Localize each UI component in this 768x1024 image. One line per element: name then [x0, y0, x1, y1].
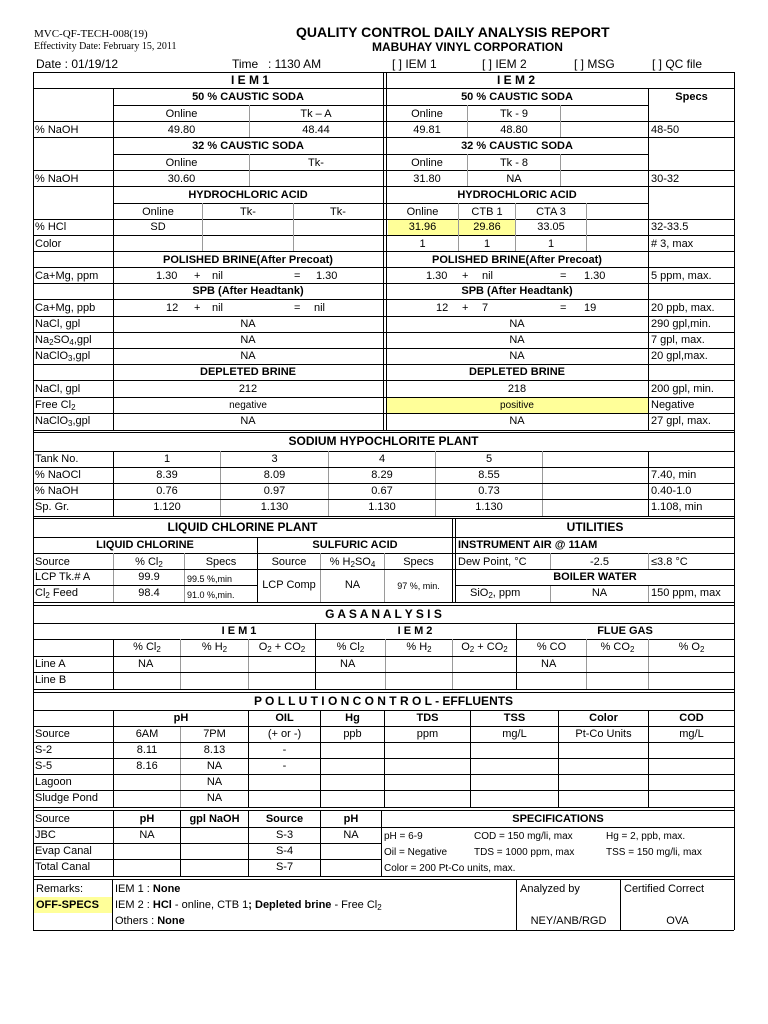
row-dep-naclo3-label: NaClO$_3$,gpl	[35, 415, 91, 428]
company-name: MABUHAY VINYL CORPORATION	[372, 40, 563, 54]
col-online: Online	[411, 108, 443, 120]
spec-cell: 5 ppm, max.	[651, 270, 712, 282]
sio2-label: SiO$_2$, ppm	[470, 587, 521, 600]
cell: negative	[229, 400, 267, 411]
cell: =	[294, 270, 301, 282]
cell: 48.80	[500, 124, 528, 136]
cell: 30.60	[167, 173, 196, 185]
cell: 1.30	[156, 270, 178, 282]
caustic50-label-iem1: 50 % CAUSTIC SODA	[192, 91, 304, 103]
col-source: Source	[35, 556, 70, 568]
col-tk8: Tk - 8	[499, 157, 529, 169]
cell: NA	[344, 579, 361, 591]
analyst-initials: NEY/ANB/RGD	[530, 915, 607, 927]
cell: 6AM	[135, 728, 159, 740]
cell: nil	[212, 270, 224, 282]
time-value: : 1130 AM	[268, 57, 322, 71]
cell: NA	[591, 587, 608, 599]
col-cl2: % $Cl_2$	[336, 641, 365, 654]
head-tds: TDS	[416, 712, 439, 724]
col-o2-co2: $O_2 + CO_2$	[461, 641, 508, 654]
spb-iem2: SPB (After Headtank)	[461, 285, 573, 297]
cell: NA	[509, 350, 525, 362]
cell: 4	[378, 453, 386, 465]
cell: nil	[482, 270, 494, 282]
cell: 8.39	[156, 469, 178, 481]
cell: NA	[509, 415, 525, 427]
utilities-title: UTILITIES	[566, 520, 624, 534]
canal-col-gpl-naoh: gpl NaOH	[189, 813, 240, 825]
col-online: Online	[142, 206, 174, 218]
row-dep-nacl-label: NaCl, gpl	[35, 383, 81, 395]
certified-correct-label: Certified Correct	[624, 883, 705, 895]
specs-heading: Specs	[675, 91, 708, 103]
col-cta3: CTA 3	[536, 206, 566, 218]
cell: 31.80	[413, 173, 441, 185]
row-camg-ppb-label: Ca+Mg, ppb	[35, 302, 96, 314]
checkbox-qc-file[interactable]: [ ] QC file	[652, 57, 703, 71]
spec-tds: TDS = 1000 ppm, max	[474, 847, 575, 858]
row-source-label: Source	[35, 728, 70, 740]
report-title: QUALITY CONTROL DAILY ANALYSIS REPORT	[296, 24, 610, 40]
dew-point-label: Dew Point, °C	[458, 556, 527, 568]
col-tk: Tk-	[330, 206, 346, 218]
cell: NA	[340, 658, 356, 670]
cell: 1	[419, 238, 426, 250]
liquid-chlorine-heading: LIQUID CHLORINE	[96, 539, 194, 551]
spec-cell: 27 gpl, max.	[651, 415, 711, 427]
caustic32-label-iem1: 32 % CAUSTIC SODA	[192, 140, 304, 152]
row-color-label: Color	[35, 238, 62, 250]
col-tk: Tk-	[240, 206, 256, 218]
cell: +	[194, 270, 201, 282]
cell: 1.30	[316, 270, 338, 282]
row-lineb-label: Line B	[35, 674, 67, 686]
spec-cell: 32-33.5	[651, 221, 689, 233]
cell: NA	[240, 334, 256, 346]
flue-gas-heading: FLUE GAS	[597, 625, 653, 637]
sulfuric-acid-heading: SULFURIC ACID	[312, 539, 398, 551]
row-nacl-label: NaCl, gpl	[35, 318, 81, 330]
row-lcp-label: LCP Tk.# A	[35, 571, 91, 583]
row-linea-label: Line A	[35, 658, 66, 670]
row-na2so4-label: $Na_2SO_4,gpl$	[35, 334, 92, 347]
cell: 5	[485, 453, 493, 465]
cell: NA	[206, 792, 223, 804]
canal-col-source: Source	[35, 813, 70, 825]
cell: 1	[547, 238, 555, 250]
cell: +	[462, 270, 469, 282]
spec-cell: 99.5 %,min	[187, 574, 233, 584]
cell: 212	[238, 383, 258, 395]
caustic32-label-iem2: 32 % CAUSTIC SODA	[461, 140, 573, 152]
cell: NA	[541, 658, 557, 670]
col-online: Online	[406, 206, 439, 218]
lcp-comp-label: LCP Comp	[262, 579, 316, 591]
spec-cell: 7 gpl, max.	[651, 334, 705, 346]
cell: SD	[150, 221, 166, 233]
cell: 99.9	[138, 571, 160, 583]
remark-iem1: IEM 1 : None	[115, 883, 181, 895]
iem2-heading: I E M 2	[496, 73, 535, 87]
hcl-label-iem1: HYDROCHLORIC ACID	[188, 189, 308, 201]
col-o2-co2: $O_2 + CO_2$	[258, 641, 306, 654]
cell: 0.73	[478, 485, 500, 497]
row-s5-label: S-5	[35, 760, 53, 772]
spec-cell: 20 gpl,max.	[651, 350, 708, 362]
cell: NA	[509, 318, 525, 330]
remarks-label: Remarks:	[36, 883, 84, 895]
cell: NA	[240, 350, 256, 362]
head-hg: Hg	[345, 712, 360, 724]
col-o2: % $O_2$	[678, 641, 705, 654]
cell: 1.30	[426, 270, 448, 282]
row-free-cl-label: Free $Cl_2$	[35, 399, 76, 412]
col-co2: % $CO_2$	[600, 641, 635, 654]
cell: ppm	[416, 728, 439, 740]
pollution-title: P O L L U T I O N C O N T R O L - EFFLUENTS	[253, 694, 514, 708]
spec-cell: 48-50	[651, 124, 680, 136]
row-naoh-label: % NaOH	[35, 173, 79, 185]
spec-cell: 150 ppm, max	[651, 587, 721, 599]
col-h2: % $H_2$	[406, 641, 432, 654]
cell: 31.96	[408, 221, 437, 233]
cell: NA	[240, 415, 256, 427]
col-pct-cl2: % $Cl_2$	[135, 556, 163, 569]
cell: 1	[483, 238, 491, 250]
report-date: Date : 01/19/12	[36, 57, 119, 71]
spec-cell: 200 gpl, min.	[651, 383, 714, 395]
col-h2: % $H_2$	[201, 641, 228, 654]
head-color: Color	[589, 712, 618, 724]
col-co: % CO	[536, 641, 567, 653]
cell: 48.44	[302, 124, 330, 136]
col-online: Online	[165, 108, 198, 120]
cell: 1.130	[368, 501, 396, 513]
polished-brine-iem1: POLISHED BRINE(After Precoat)	[163, 254, 333, 266]
cell: 49.80	[167, 124, 196, 136]
cell: nil	[212, 302, 224, 314]
time-label: Time	[232, 57, 259, 71]
cell: 8.11	[136, 744, 158, 756]
spec-color: Color = 200 Pt-Co units, max.	[384, 863, 516, 874]
col-online: Online	[165, 157, 198, 169]
row-naclo3-label: NaClO$_3$,gpl	[35, 350, 91, 363]
row-naoh-label: % NaOH	[35, 124, 79, 136]
effectivity-date: Effectivity Date: February 15, 2011	[34, 41, 177, 52]
cell: 19	[584, 302, 597, 314]
cell: -	[282, 744, 287, 756]
hcl-label-iem2: HYDROCHLORIC ACID	[457, 189, 577, 201]
row-naoh-label: % NaOH	[35, 485, 79, 497]
head-cod: COD	[679, 712, 704, 724]
depleted-brine-iem2: DEPLETED BRINE	[469, 366, 565, 378]
off-specs-label: OFF-SPECS	[36, 899, 99, 911]
cell: NA	[139, 829, 155, 841]
col-tk: Tk-	[308, 157, 324, 169]
cell: NA	[240, 318, 256, 330]
cell: +	[462, 302, 469, 314]
analyzed-by-label: Analyzed by	[520, 883, 580, 895]
head-tss: TSS	[503, 712, 526, 724]
spec-cell: 20 ppb, max.	[651, 302, 715, 314]
row-camg-ppm-label: Ca+Mg, ppm	[35, 270, 99, 282]
gas-iem2-heading: I E M 2	[397, 625, 433, 637]
cell: 0.67	[371, 485, 393, 497]
row-lagoon-label: Lagoon	[35, 776, 72, 788]
cell: 8.16	[136, 760, 158, 772]
cell: =	[294, 302, 301, 314]
checkbox-iem1[interactable]: [ ] IEM 1	[392, 57, 437, 71]
spec-cod: COD = 150 mg/li, max	[474, 831, 573, 842]
cell: NA	[343, 829, 359, 841]
spec-ph: pH = 6-9	[384, 831, 423, 842]
cell: mg/L	[679, 728, 704, 740]
cell: 0.97	[263, 485, 286, 497]
cell: Pt-Co Units	[575, 728, 632, 740]
cell: 12	[436, 302, 449, 314]
col-source: Source	[271, 556, 307, 568]
head-ph: pH	[173, 712, 189, 724]
cell: =	[560, 302, 567, 314]
row-jbc-label: JBC	[35, 829, 56, 841]
cell: NA	[206, 776, 223, 788]
hypo-plant-title: SODIUM HYPOCHLORITE PLANT	[288, 434, 479, 448]
cell: S-3	[275, 829, 294, 841]
cell: 7PM	[203, 728, 226, 740]
col-tka: Tk – A	[300, 108, 332, 120]
row-hcl-label: % HCl	[35, 221, 67, 233]
polished-brine-iem2: POLISHED BRINE(After Precoat)	[432, 254, 602, 266]
spb-iem1: SPB (After Headtank)	[192, 285, 304, 297]
spec-oil: Oil = Negative	[384, 847, 448, 858]
spec-cell: 7.40, min	[651, 469, 697, 481]
cell: 12	[166, 302, 179, 314]
cell: positive	[500, 400, 534, 411]
remark-iem2: IEM 2 : HCl - online, CTB 1; Depleted brine - Free $Cl_2$	[115, 899, 382, 912]
cell: 8.55	[478, 469, 500, 481]
spec-cell: ≤3.8 °C	[651, 556, 688, 568]
col-specs: Specs	[403, 556, 434, 568]
col-specs: Specs	[205, 556, 237, 568]
cell: 1	[163, 453, 171, 465]
checkbox-msg[interactable]: [ ] MSG	[574, 57, 615, 71]
cell: NA	[138, 658, 154, 670]
boiler-water-heading: BOILER WATER	[553, 571, 637, 583]
cell: S-4	[275, 845, 294, 857]
cell: ppb	[343, 728, 362, 740]
spec-cell: 97 %, min.	[397, 581, 440, 591]
spec-hg: Hg = 2, ppb, max.	[606, 831, 686, 842]
cell: nil	[314, 302, 326, 314]
lcp-title: LIQUID CHLORINE PLANT	[167, 520, 318, 534]
spec-cell: # 3, max	[651, 238, 694, 250]
cell: NA	[509, 334, 525, 346]
cell: 1.130	[475, 501, 503, 513]
cell: 3	[271, 453, 278, 465]
spec-cell: 0.40-1.0	[651, 485, 692, 497]
remark-others: Others : None	[115, 915, 185, 927]
row-s2-label: S-2	[35, 744, 53, 756]
row-evap-label: Evap Canal	[35, 845, 92, 857]
col-cl2: % $Cl_2$	[133, 641, 161, 654]
row-spgr-label: Sp. Gr.	[35, 501, 70, 513]
cell: =	[560, 270, 567, 282]
cell: 8.09	[263, 469, 286, 481]
cell: NA	[206, 760, 223, 772]
col-ctb1: CTB 1	[471, 206, 503, 218]
canal-col-ph: pH	[343, 813, 359, 825]
row-total-canal-label: Total Canal	[35, 861, 91, 873]
cell: 98.4	[138, 587, 160, 599]
gas-iem1-heading: I E M 1	[221, 625, 257, 637]
caustic50-label-iem2: 50 % CAUSTIC SODA	[461, 91, 573, 103]
specifications-heading: SPECIFICATIONS	[512, 813, 604, 825]
cell: 7	[482, 302, 489, 314]
canal-col-ph: pH	[139, 813, 155, 825]
doc-code: MVC-QF-TECH-008(19)	[34, 28, 148, 40]
row-sludge-label: Sludge Pond	[35, 792, 98, 804]
cell: -	[282, 760, 287, 772]
instrument-air-heading: INSTRUMENT AIR @ 11AM	[458, 539, 598, 551]
iem1-heading: I E M 1	[230, 73, 269, 87]
cell: 1.120	[153, 501, 181, 513]
dew-point-value: -2.5	[590, 556, 609, 568]
depleted-brine-iem1: DEPLETED BRINE	[200, 366, 296, 378]
spec-cell: 91.0 %,min.	[187, 590, 235, 600]
col-tk9: Tk - 9	[499, 108, 529, 120]
cell: S-7	[275, 861, 294, 873]
cell: 49.81	[413, 124, 441, 136]
row-naocl-label: % NaOCl	[35, 469, 81, 481]
cell: 33.05	[537, 221, 565, 233]
row-cl2feed-label: $Cl_2$ Feed	[35, 587, 78, 600]
cell: 218	[507, 383, 527, 395]
row-tank-label: Tank No.	[35, 453, 79, 465]
cell: 29.86	[473, 221, 501, 233]
cell: (+ or -)	[267, 728, 302, 740]
spec-cell: 1.108, min	[651, 501, 703, 513]
gas-analysis-title: G A S A N A L Y S I S	[325, 607, 442, 621]
checkbox-iem2[interactable]: [ ] IEM 2	[482, 57, 527, 71]
spec-cell: Negative	[651, 399, 695, 411]
head-oil: OIL	[275, 712, 294, 724]
certifier-initials: OVA	[666, 915, 689, 927]
spec-cell: 30-32	[651, 173, 680, 185]
spec-tss: TSS = 150 mg/li, max	[606, 847, 702, 858]
cell: mg/L	[502, 728, 527, 740]
col-online: Online	[411, 157, 443, 169]
cell: 1.30	[584, 270, 606, 282]
cell: NA	[506, 173, 522, 185]
spec-cell: 290 gpl,min.	[651, 318, 711, 330]
col-pct-h2so4: % $H_2SO_4$	[329, 556, 376, 569]
cell: 8.13	[203, 744, 226, 756]
cell: 8.29	[371, 469, 393, 481]
cell: 1.130	[260, 501, 289, 513]
cell: +	[194, 302, 201, 314]
cell: 0.76	[156, 485, 178, 497]
canal-col-source: Source	[265, 813, 304, 825]
